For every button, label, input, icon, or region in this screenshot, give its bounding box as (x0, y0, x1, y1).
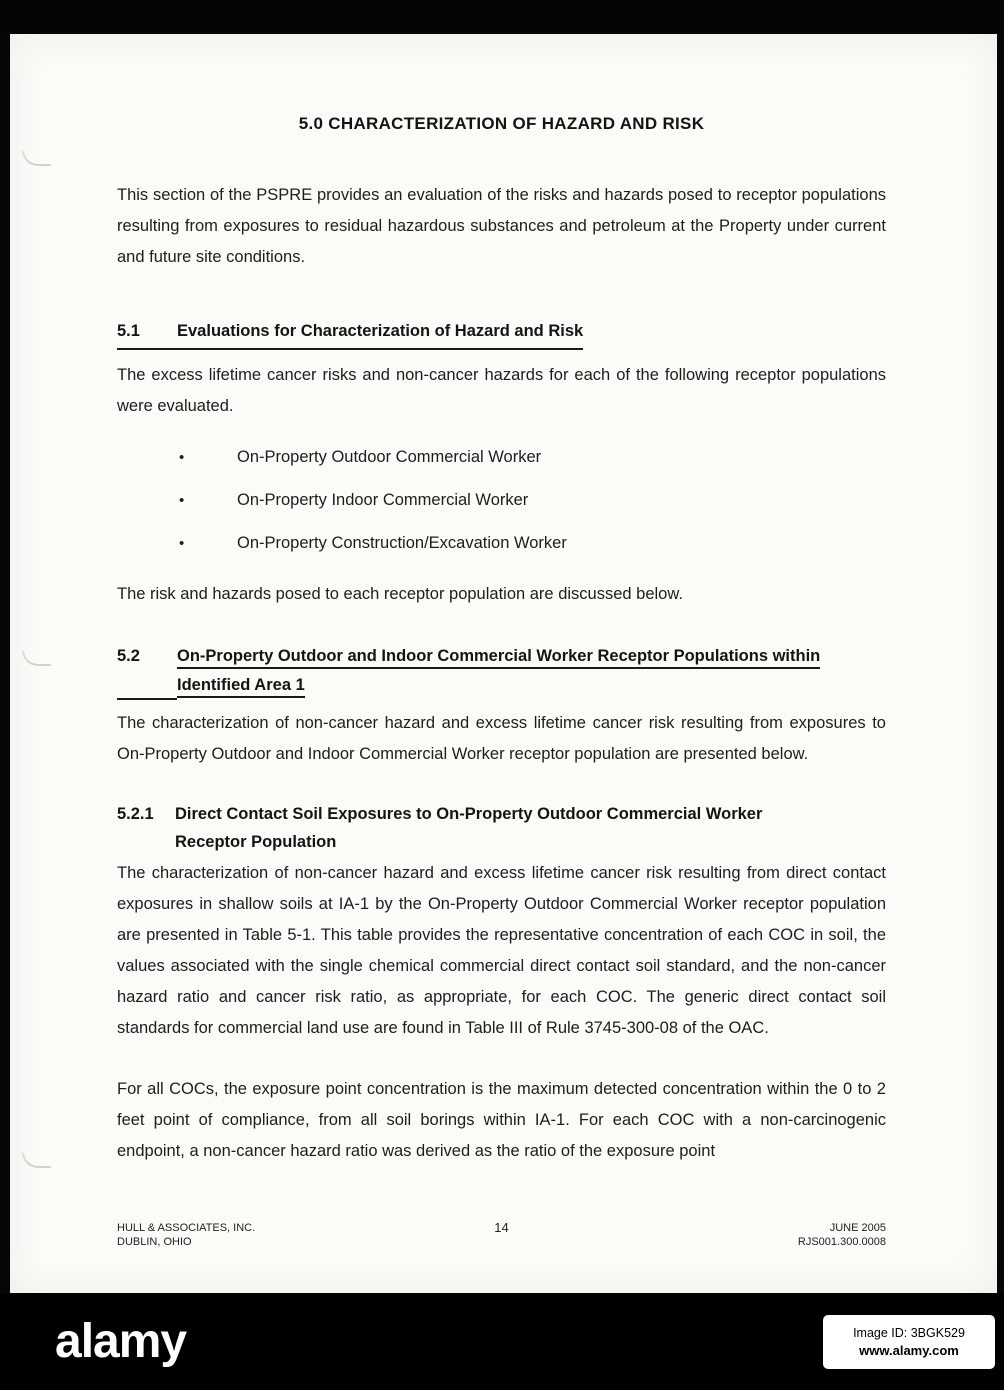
section-5-1-heading (117, 317, 886, 350)
footer-date: JUNE 2005 (829, 1222, 886, 1234)
section-5-2-heading (117, 642, 886, 700)
bullet-icon: • (179, 535, 185, 552)
section-5-1-paragraph: The excess lifetime cancer risks and non-cancer hazards for each of the following receptor populations were evaluated. (117, 366, 886, 415)
watermark-id-box (823, 1315, 995, 1369)
page-number: 14 (494, 1220, 509, 1235)
list-item-label: On-Property Indoor Commercial Worker (237, 491, 529, 509)
section-5-2-1-paragraph-2: For all COCs, the exposure point concentration is the maximum detected concentration within the 0 to 2 feet point of compliance, from all soil borings within IA-1. For each COC with a non-carcinogenic endpoint, a non-cancer hazard ratio was derived as the ratio of the exposure point (117, 1080, 886, 1160)
document-content (10, 34, 997, 1167)
section-5-2-paragraph: The characterization of non-cancer hazard and excess lifetime cancer risk resulting from exposures to On-Property Outdoor and Indoor Commercial Worker receptor population are presented below. (117, 714, 886, 763)
watermark-url: www.alamy.com (859, 1342, 959, 1358)
scan-top-edge (0, 0, 1004, 34)
footer-company-name: HULL & ASSOCIATES, INC. (117, 1222, 256, 1234)
section-5-2-number: 5.2 (117, 642, 177, 700)
document-page (10, 34, 997, 1293)
section-5-1-closing-paragraph: The risk and hazards posed to each receptor population are discussed below. (117, 585, 683, 603)
bullet-icon: • (179, 449, 185, 466)
image-id-label: Image ID: 3BGK529 (853, 1325, 965, 1340)
list-item (117, 485, 886, 516)
list-item-label: On-Property Outdoor Commercial Worker (237, 448, 542, 466)
page-footer (117, 1221, 886, 1249)
section-5-2-title-line1: On-Property Outdoor and Indoor Commercial Worker Receptor Populations within (177, 647, 820, 669)
section-5-2-1-title-line1: Direct Contact Soil Exposures to On-Property Outdoor Commercial Worker (175, 805, 763, 823)
section-5-1-title: Evaluations for Characterization of Hazard and Risk (177, 322, 584, 340)
receptor-list (117, 442, 886, 559)
alamy-logo: alamy (55, 1314, 187, 1368)
section-5-2-1-title-line2: Receptor Population (175, 833, 337, 851)
section-5-1-number: 5.1 (117, 322, 140, 340)
bullet-icon: • (179, 492, 185, 509)
list-item-label: On-Property Construction/Excavation Worker (237, 534, 567, 552)
list-item (117, 442, 886, 473)
section-5-2-1-heading (117, 800, 886, 856)
footer-company (117, 1221, 373, 1249)
section-5-2-1-number: 5.2.1 (117, 805, 154, 823)
footer-company-city: DUBLIN, OHIO (117, 1236, 192, 1248)
page-title: 5.0 CHARACTERIZATION OF HAZARD AND RISK (298, 114, 705, 133)
footer-doc-number: RJS001.300.0008 (797, 1236, 886, 1248)
section-5-2-1-paragraph-1: The characterization of non-cancer hazard and excess lifetime cancer risk resulting from direct contact exposures in shallow soils at IA-1 by the On-Property Outdoor Commercial Worker receptor population are presented in Table 5-1. This table provides the representative concentration of each COC in soil, the values associated with the single chemical commercial direct contact soil standard, and the non-cancer hazard ratio and cancer risk ratio, as appropriate, for each COC. The generic direct contact soil standards for commercial land use are found in Table III of Rule 3745-300-08 of the OAC. (117, 864, 886, 1037)
footer-meta (630, 1221, 886, 1249)
watermark-bar (0, 1293, 1004, 1390)
section-5-2-title-line2: Identified Area 1 (177, 676, 305, 698)
list-item (117, 528, 886, 559)
intro-paragraph: This section of the PSPRE provides an evaluation of the risks and hazards posed to receptor populations resulting from exposures to residual hazardous substances and petroleum at the Property under current and future site conditions. (117, 186, 886, 266)
